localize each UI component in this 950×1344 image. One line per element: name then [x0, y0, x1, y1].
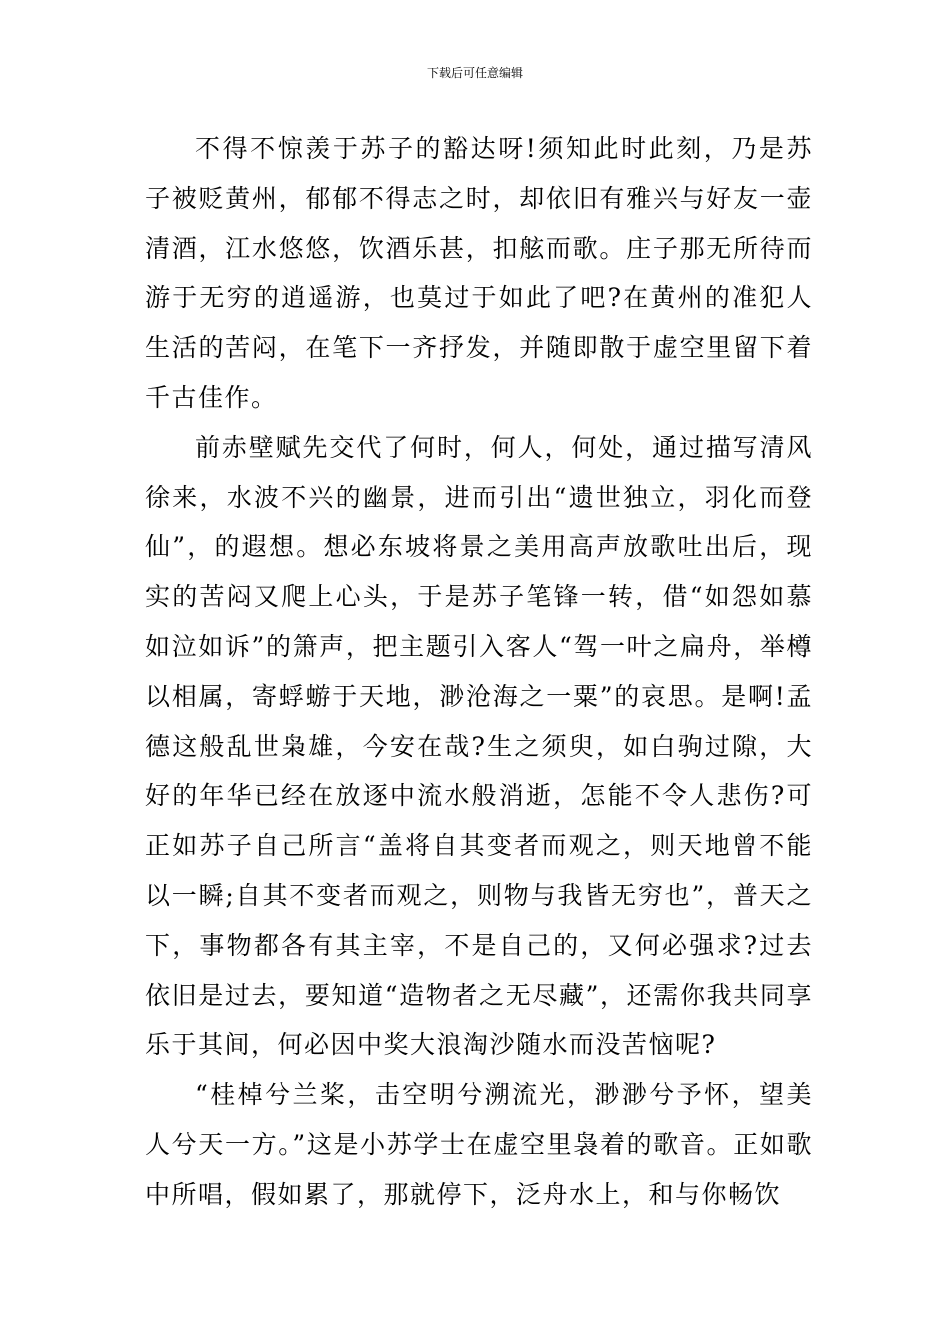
page-header: 下载后可任意编辑 [426, 66, 523, 80]
paragraph-1: 不得不惊羡于苏子的豁达呀!须知此时此刻，乃是苏子被贬黄州，郁郁不得志之时，却依旧有雅兴与好友一壶清酒，江水悠悠，饮酒乐甚，扣舷而歌。庄子那无所待而游于无穷的逍遥游，也莫过于如此了吧?在黄州的准犯人生活的苦闷，在笔下一齐抒发，并随即散于虚空里留下着千古佳作。 [145, 134, 813, 412]
document-body [145, 124, 813, 1220]
paragraph-2: 前赤壁赋先交代了何时，何人，何处，通过描写清风徐来，水波不兴的幽景，进而引出“遗世独立，羽化而登仙”，的遐想。想必东坡将景之美用高声放歌吐出后，现实的苦闷又爬上心头，于是苏子笔锋一转，借“如怨如慕如泣如诉”的箫声，把主题引入客人“驾一叶之扁舟，举樽以相属，寄蜉蝣于天地，渺沧海之一粟”的哀思。是啊!孟德这般乱世枭雄，今安在哉?生之须臾，如白驹过隙，大好的年华已经在放逐中流水般消逝，怎能不令人悲伤?可正如苏子自己所言“盖将自其变者而观之，则天地曾不能以一瞬;自其不变者而观之，则物与我皆无穷也”，普天之下，事物都各有其主宰，不是自己的，又何必强求?过去依旧是过去，要知道“造物者之无尽藏”，还需你我共同享乐于其间，何必因中奖大浪淘沙随水而没苦恼呢? [145, 432, 813, 1060]
paragraph-3: “桂棹兮兰桨，击空明兮溯流光，渺渺兮予怀，望美人兮天一方。”这是小苏学士在虚空里袅着的歌音。正如歌中所唱，假如累了，那就停下，泛舟水上，和与你畅饮 [145, 1080, 813, 1209]
